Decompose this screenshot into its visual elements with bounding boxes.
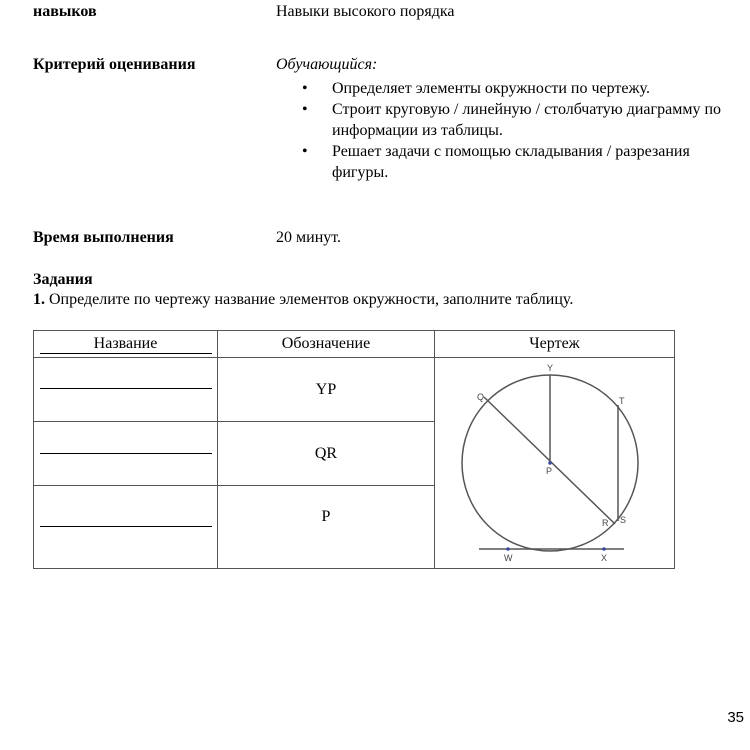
time-label: Время выполнения (33, 229, 174, 246)
label-t: T (619, 396, 625, 406)
table-row (34, 358, 675, 422)
tasks-heading: Задания (33, 271, 93, 288)
label-p: P (546, 466, 553, 476)
circle-diagram (435, 358, 674, 568)
header-designation: Обозначение (218, 331, 435, 358)
label-x: X (601, 553, 608, 563)
point-w (506, 547, 510, 551)
skills-value: Навыки высокого порядка (276, 3, 455, 20)
header-name: Название (34, 331, 218, 358)
header-drawing: Чертеж (435, 331, 675, 358)
drawing-cell (435, 358, 675, 569)
page-number: 35 (727, 709, 744, 726)
answer-line (40, 526, 212, 527)
criteria-label: Критерий оценивания (33, 56, 196, 73)
task-1-text: Определите по чертежу название элементов окружности, заполните таблицу. (49, 291, 574, 308)
designation-cell: P (218, 486, 435, 569)
header-underline (40, 353, 212, 354)
task-1 (33, 291, 573, 309)
name-cell[interactable] (34, 422, 218, 486)
answer-line (40, 453, 212, 454)
criteria-item: • Строит круговую / линейную / столбчатую диаграмму по информации из таблицы. (302, 101, 722, 139)
criteria-intro: Обучающийся: (276, 56, 378, 73)
label-s: S (620, 515, 627, 525)
elements-table (33, 330, 675, 569)
label-q: Q (477, 392, 485, 402)
name-cell[interactable] (34, 358, 218, 422)
criteria-item: • Решает задачи с помощью складывания / разрезания фигуры. (302, 143, 690, 181)
name-cell[interactable] (34, 486, 218, 569)
label-r: R (602, 518, 609, 528)
label-y: Y (547, 363, 554, 373)
answer-line (40, 388, 212, 389)
designation-cell: YP (218, 358, 435, 422)
skills-label: навыков (33, 3, 97, 20)
time-value: 20 минут. (276, 229, 342, 246)
center-point (548, 461, 552, 465)
designation-cell: QR (218, 422, 435, 486)
task-1-number: 1. (33, 291, 45, 308)
criteria-list (276, 78, 746, 183)
criteria-item: • Определяет элементы окружности по чертежу. (302, 80, 650, 97)
label-w: W (504, 553, 513, 563)
point-x (602, 547, 606, 551)
